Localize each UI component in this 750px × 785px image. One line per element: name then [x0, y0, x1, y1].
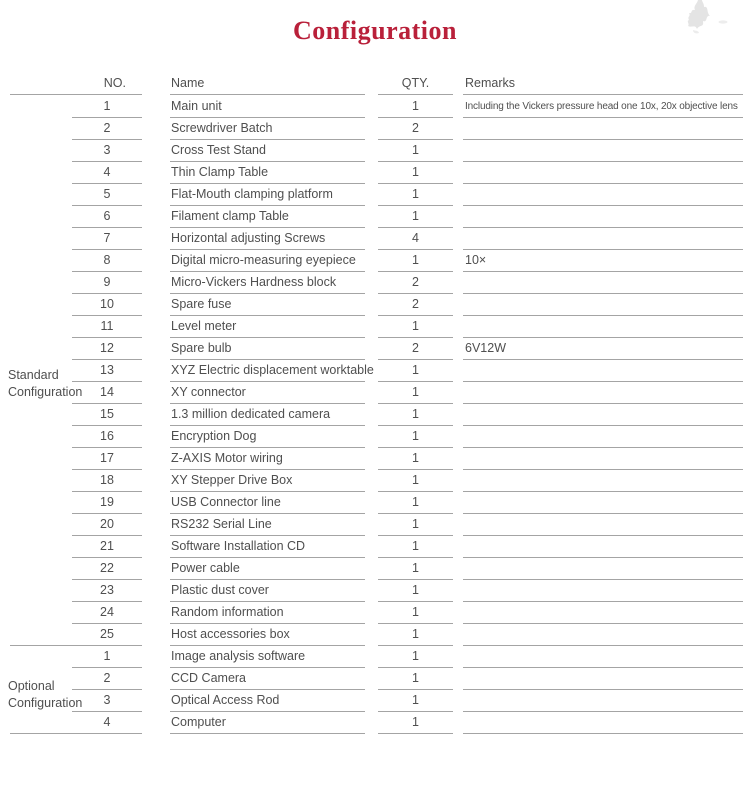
cell-qty: 1: [378, 492, 453, 514]
cell-name: XYZ Electric displacement worktable: [170, 360, 365, 382]
table-row: [0, 184, 750, 206]
cell-no: 21: [72, 536, 142, 558]
cell-remarks: [463, 470, 743, 492]
cell-qty: 1: [378, 602, 453, 624]
cell-name: Image analysis software: [170, 646, 365, 668]
cell-name: Spare fuse: [170, 294, 365, 316]
section-label-optional-configuration: Optional Configuration: [8, 679, 83, 710]
table-row: [0, 602, 750, 624]
table-row: [0, 96, 750, 118]
cell-no: 23: [72, 580, 142, 602]
cell-qty: 1: [378, 514, 453, 536]
cell-remarks: [463, 184, 743, 206]
cell-no: 1: [72, 96, 142, 118]
cell-remarks: [463, 316, 743, 338]
section-divider-line: [10, 733, 72, 734]
table-row: [0, 536, 750, 558]
cell-name: Flat-Mouth clamping platform: [170, 184, 365, 206]
cell-name: Horizontal adjusting Screws: [170, 228, 365, 250]
cell-qty: 1: [378, 536, 453, 558]
cell-remarks: [463, 690, 743, 712]
column-header-qty: QTY.: [378, 73, 453, 95]
cell-no: 2: [72, 118, 142, 140]
cell-qty: 1: [378, 690, 453, 712]
cell-name: Micro-Vickers Hardness block: [170, 272, 365, 294]
table-row: [0, 316, 750, 338]
cell-no: 12: [72, 338, 142, 360]
column-header-remarks: Remarks: [463, 73, 743, 95]
cell-qty: 1: [378, 624, 453, 646]
cell-no: 18: [72, 470, 142, 492]
table-row: [0, 382, 750, 404]
cell-name: 1.3 million dedicated camera: [170, 404, 365, 426]
cell-name: Digital micro-measuring eyepiece: [170, 250, 365, 272]
cell-qty: 1: [378, 96, 453, 118]
table-row: [0, 162, 750, 184]
cell-name: Software Installation CD: [170, 536, 365, 558]
table-row: [0, 712, 750, 734]
cell-remarks: [463, 426, 743, 448]
cell-name: Encryption Dog: [170, 426, 365, 448]
cell-name: Computer: [170, 712, 365, 734]
cell-no: 24: [72, 602, 142, 624]
cell-qty: 1: [378, 404, 453, 426]
cell-name: XY connector: [170, 382, 365, 404]
cell-name: USB Connector line: [170, 492, 365, 514]
cell-qty: 1: [378, 426, 453, 448]
cell-qty: 1: [378, 140, 453, 162]
cell-no: 25: [72, 624, 142, 646]
cell-no: 15: [72, 404, 142, 426]
cell-qty: 1: [378, 250, 453, 272]
cell-remarks: 6V12W: [463, 338, 743, 360]
cell-no: 19: [72, 492, 142, 514]
table-row: [0, 690, 750, 712]
table-row: [0, 470, 750, 492]
table-row: [0, 206, 750, 228]
cell-remarks: [463, 162, 743, 184]
cell-no: 8: [72, 250, 142, 272]
cell-qty: 1: [378, 382, 453, 404]
cell-name: Thin Clamp Table: [170, 162, 365, 184]
column-header-name: Name: [170, 73, 365, 95]
cell-remarks: [463, 272, 743, 294]
cell-remarks: [463, 140, 743, 162]
table-row: [0, 140, 750, 162]
column-header-no: NO.: [10, 73, 142, 95]
cell-name: RS232 Serial Line: [170, 514, 365, 536]
table-row: [0, 250, 750, 272]
cell-remarks: [463, 294, 743, 316]
table-row: [0, 228, 750, 250]
table-row: [0, 646, 750, 668]
cell-remarks: [463, 118, 743, 140]
cell-name: Plastic dust cover: [170, 580, 365, 602]
cell-no: 7: [72, 228, 142, 250]
cell-remarks: [463, 558, 743, 580]
cell-remarks: [463, 228, 743, 250]
cell-qty: 2: [378, 294, 453, 316]
cell-qty: 4: [378, 228, 453, 250]
cell-no: 17: [72, 448, 142, 470]
cell-remarks: [463, 206, 743, 228]
table-row: [0, 668, 750, 690]
cell-remarks: [463, 580, 743, 602]
cell-no: 10: [72, 294, 142, 316]
table-row: [0, 338, 750, 360]
cell-no: 3: [72, 690, 142, 712]
cell-qty: 2: [378, 118, 453, 140]
cell-qty: 2: [378, 338, 453, 360]
cell-remarks: [463, 492, 743, 514]
section-label-standard-configuration: Standard Configuration: [8, 368, 83, 399]
cell-remarks: [463, 602, 743, 624]
table-row: [0, 294, 750, 316]
cell-name: XY Stepper Drive Box: [170, 470, 365, 492]
cell-qty: 1: [378, 470, 453, 492]
cell-remarks: Including the Vickers pressure head one 10x, 20x objective lens: [463, 96, 743, 118]
cell-qty: 1: [378, 162, 453, 184]
cell-qty: 1: [378, 206, 453, 228]
table-row: [0, 360, 750, 382]
cell-no: 5: [72, 184, 142, 206]
cell-name: Screwdriver Batch: [170, 118, 365, 140]
cell-qty: 1: [378, 184, 453, 206]
cell-name: Filament clamp Table: [170, 206, 365, 228]
cell-name: Spare bulb: [170, 338, 365, 360]
cell-qty: 1: [378, 448, 453, 470]
cell-no: 16: [72, 426, 142, 448]
cell-qty: 1: [378, 558, 453, 580]
cell-remarks: [463, 404, 743, 426]
cell-name: CCD Camera: [170, 668, 365, 690]
cell-no: 20: [72, 514, 142, 536]
cell-qty: 1: [378, 668, 453, 690]
cell-name: Main unit: [170, 96, 365, 118]
cell-name: Level meter: [170, 316, 365, 338]
table-row: [0, 426, 750, 448]
cell-remarks: 10×: [463, 250, 743, 272]
table-row: [0, 272, 750, 294]
cell-remarks: [463, 360, 743, 382]
table-row: [0, 558, 750, 580]
cell-qty: 1: [378, 580, 453, 602]
table-row: [0, 404, 750, 426]
cell-qty: 1: [378, 316, 453, 338]
table-row: [0, 580, 750, 602]
cell-no: 9: [72, 272, 142, 294]
cell-remarks: [463, 668, 743, 690]
cell-name: Cross Test Stand: [170, 140, 365, 162]
cell-remarks: [463, 646, 743, 668]
cell-name: Optical Access Rod: [170, 690, 365, 712]
cell-no: 3: [72, 140, 142, 162]
cell-remarks: [463, 514, 743, 536]
cell-name: Power cable: [170, 558, 365, 580]
cell-qty: 1: [378, 360, 453, 382]
cell-no: 13: [72, 360, 142, 382]
cell-remarks: [463, 382, 743, 404]
cell-name: Host accessories box: [170, 624, 365, 646]
table-row: [0, 448, 750, 470]
table-row: [0, 118, 750, 140]
cell-no: 14: [72, 382, 142, 404]
cell-no: 6: [72, 206, 142, 228]
cell-remarks: [463, 624, 743, 646]
table-row: [0, 624, 750, 646]
cell-no: 22: [72, 558, 142, 580]
cell-remarks: [463, 712, 743, 734]
cell-no: 4: [72, 162, 142, 184]
table-row: [0, 514, 750, 536]
cell-qty: 1: [378, 646, 453, 668]
cell-qty: 2: [378, 272, 453, 294]
cell-no: 2: [72, 668, 142, 690]
page-title: Configuration: [293, 16, 457, 45]
table-row: [0, 492, 750, 514]
cell-name: Z-AXIS Motor wiring: [170, 448, 365, 470]
cell-qty: 1: [378, 712, 453, 734]
cell-no: 4: [72, 712, 142, 734]
cell-no: 11: [72, 316, 142, 338]
cell-remarks: [463, 448, 743, 470]
cell-remarks: [463, 536, 743, 558]
cell-no: 1: [72, 646, 142, 668]
cell-name: Random information: [170, 602, 365, 624]
